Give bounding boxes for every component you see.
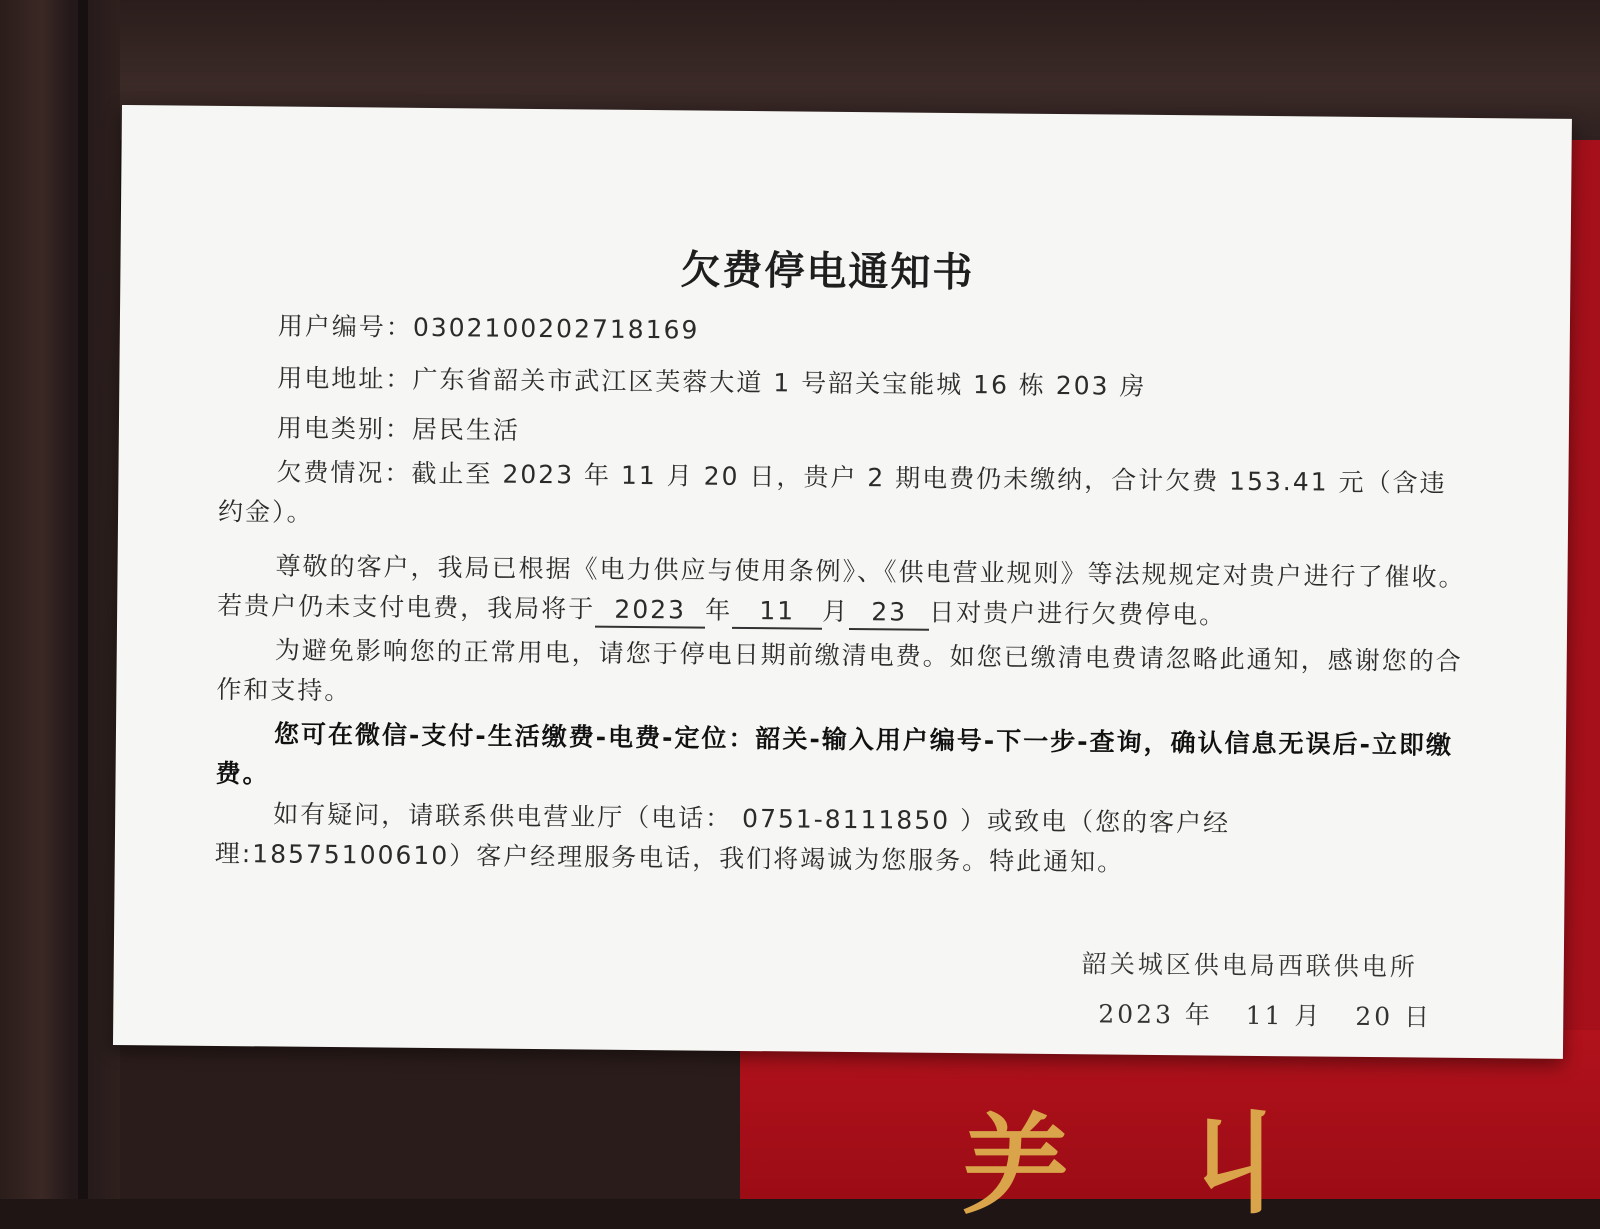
notice-title: 欠费停电通知书	[680, 247, 975, 297]
collection-paragraph	[217, 546, 1468, 638]
issue-day: 20 日	[1355, 1001, 1433, 1032]
cutoff-day: 23	[849, 596, 929, 631]
collection-tail: 日对贵户进行欠费停电。	[929, 597, 1227, 630]
contact-paragraph	[215, 794, 1466, 886]
arrears-paragraph	[218, 452, 1469, 544]
door-groove	[78, 0, 88, 1199]
customer-no-value: 0302100202718169	[412, 312, 700, 345]
issue-year: 2023 年	[1098, 999, 1214, 1030]
issuer-name: 韶关城区供电局西联供电所	[1081, 949, 1418, 982]
reminder-text: 为避免影响您的正常用电，请您于停电日期前缴清电费。如您已缴清电费请忽略此通知，感谢您的合作和支持。	[216, 635, 1463, 706]
category-row	[277, 409, 520, 447]
reminder-paragraph	[216, 630, 1467, 722]
couplet-glyph-2: 丩	[1180, 1100, 1290, 1229]
couplet-glyph-1: ⺶	[960, 1100, 1070, 1229]
cutoff-year-unit: 年	[705, 595, 733, 625]
category-label: 用电类别：	[276, 413, 413, 444]
address-label: 用电地址：	[277, 363, 413, 394]
notice-paper	[113, 105, 1572, 1059]
door-frame	[0, 0, 120, 1199]
category-value: 居民生活	[411, 414, 521, 445]
customer-no-label: 用户编号：	[277, 311, 414, 342]
arrears-text: 截止至 2023 年 11 月 20 日，贵户 2 期电费仍未缴纳，合计欠费 153.41 元（含违约金）。	[217, 458, 1447, 527]
collection-text: 尊敬的客户，我局已根据《电力供应与使用条例》、《供电营业规则》等法规规定对贵户进行了催收。若贵户仍未支付电费，我局将于	[217, 551, 1466, 624]
contact-text: 如有疑问，请联系供电营业厅（电话： 0751-8111850 ）或致电（您的客户经理:18575100610）客户经理服务电话，我们将竭诚为您服务。特此通知。	[214, 799, 1231, 877]
payment-instructions	[215, 714, 1466, 806]
issue-month: 11 月	[1245, 1000, 1323, 1031]
cutoff-month-unit: 月	[822, 596, 850, 627]
address-row	[277, 359, 1146, 403]
issue-date	[1098, 994, 1432, 1033]
payment-instructions-text: 您可在微信-支付-生活缴费-电费-定位：韶关-输入用户编号-下一步-查询，确认信息无误后-立即缴费。	[215, 719, 1454, 789]
cutoff-year: 2023	[595, 594, 705, 629]
arrears-label: 欠费情况：	[276, 457, 412, 488]
address-value: 广东省韶关市武江区芙蓉大道 1 号韶关宝能城 16 栋 203 房	[412, 364, 1147, 401]
cutoff-month: 11	[732, 595, 822, 630]
customer-no-row	[278, 307, 700, 347]
